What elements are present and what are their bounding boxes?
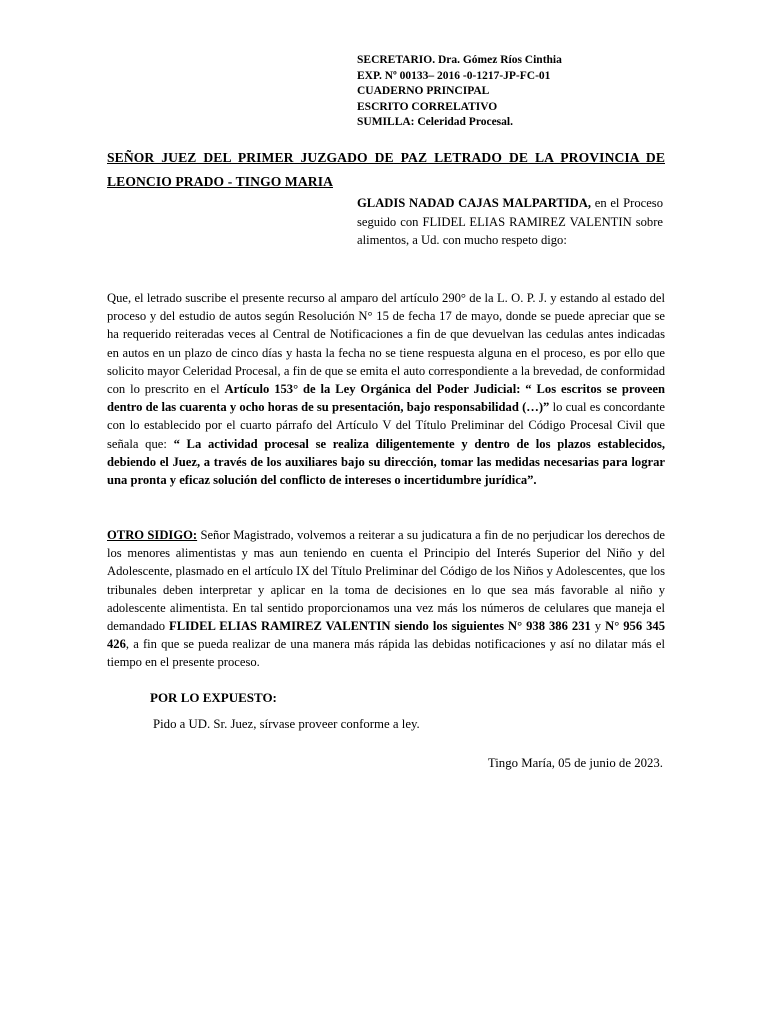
petitioner-name: GLADIS NADAD CAJAS MALPARTIDA, xyxy=(357,196,592,210)
place-date-line: Tingo María, 05 de junio de 2023. xyxy=(487,756,663,770)
secretary-line: SECRETARIO. Dra. Gómez Ríos Cinthia xyxy=(357,54,562,66)
p2-defendant-phone-2: N° 956 345 426 xyxy=(107,619,666,652)
p2-text-b: y xyxy=(590,619,606,634)
p2-defendant-phone-1: FLIDEL ELIAS RAMIREZ VALENTIN siendo los siguientes N° 938 386 231 xyxy=(169,619,591,634)
document-type-line: ESCRITO CORRELATIVO xyxy=(357,100,498,113)
p1-text-b: lo cual es concordante con lo establecido por el cuarto párrafo del Artículo V del Título Preliminar del Código Procesal Civil que señala que: xyxy=(107,400,665,451)
notebook-line: CUADERNO PRINCIPAL xyxy=(357,85,490,97)
por-lo-expuesto-heading: POR LO EXPUESTO: xyxy=(150,690,277,705)
p1-text-a: Que, el letrado suscribe el presente recurso al amparo del artículo 290° de la L. O. P. J. y estando al estado del proceso y del estudio de autos según Resolución N° 15 de fecha 17 de mayo, donde se puede apreciar que se ha requerido reiteradas veces al Central de Notificaciones a fin de que devuelvan las cedulas antes indicadas en autos en un plazo de cinco días y hasta la fecha no se tiene respuesta alguna en el proceso, es por ello que solicito mayor Celeridad Procesal, a fin de que se emita el auto correspondiente a la brevedad, de conformidad con lo prescrito en el xyxy=(107,291,665,397)
case-number-line: EXP. Nº 00133– 2016 -0-1217-JP-FC-01 xyxy=(357,69,551,82)
p1-citation-article-153: Artículo 153° de la Ley Orgánica del Poder Judicial: “ Los escritos se proveen dentro de las cuarenta y ocho horas de su presentación, bajo responsabilidad (…)” xyxy=(107,382,665,415)
otro-sidigo-label: OTRO SIDIGO: xyxy=(107,528,198,542)
intro-paragraph xyxy=(357,194,663,250)
addressee-heading: SEÑOR JUEZ DEL PRIMER JUZGADO DE PAZ LETRADO DE LA PROVINCIA DE LEONCIO PRADO - TINGO MARIA xyxy=(107,150,665,189)
summary-line: SUMILLA: Celeridad Procesal. xyxy=(357,116,513,128)
p2-text-a: Señor Magistrado, volvemos a reiterar a su judicatura a fin de no perjudicar los derechos de los menores alimentistas y mas aun teniendo en cuenta el Principio del Interés Superior del Niño y del Adolescente, plasmado en el artículo IX del Título Preliminar del Código de los Niños y Adolescentes, que los tribunales deben interpretar y aplicar en la toma de decisiones en lo que sea más favorable al niño y adolescente alimentista. En tal sentido proporcionamos una vez más los números de celulares que maneja el demandado xyxy=(107,528,665,634)
request-line: Pido a UD. Sr. Juez, sírvase proveer conforme a ley. xyxy=(153,717,420,731)
p1-citation-procedural-code: “ La actividad procesal se realiza diligentemente y dentro de los plazos establecidos, debiendo el Juez, a través de los auxiliares bajo su dirección, tomar las medidas necesarias para lograr una pronta y eficaz solución del conflicto de intereses o incertidumbre jurídica”. xyxy=(107,436,665,488)
intro-text: en el Proceso seguido con FLIDEL ELIAS RAMIREZ VALENTIN sobre alimentos, a Ud. con mucho respeto digo: xyxy=(357,196,663,247)
body-paragraph-2 xyxy=(107,526,665,672)
p2-text-c: , a fin que se pueda realizar de una manera más rápida las debidas notificaciones y así no dilatar más el tiempo en el presente proceso. xyxy=(107,637,665,670)
body-paragraph-1 xyxy=(107,289,665,489)
case-header xyxy=(357,53,677,131)
